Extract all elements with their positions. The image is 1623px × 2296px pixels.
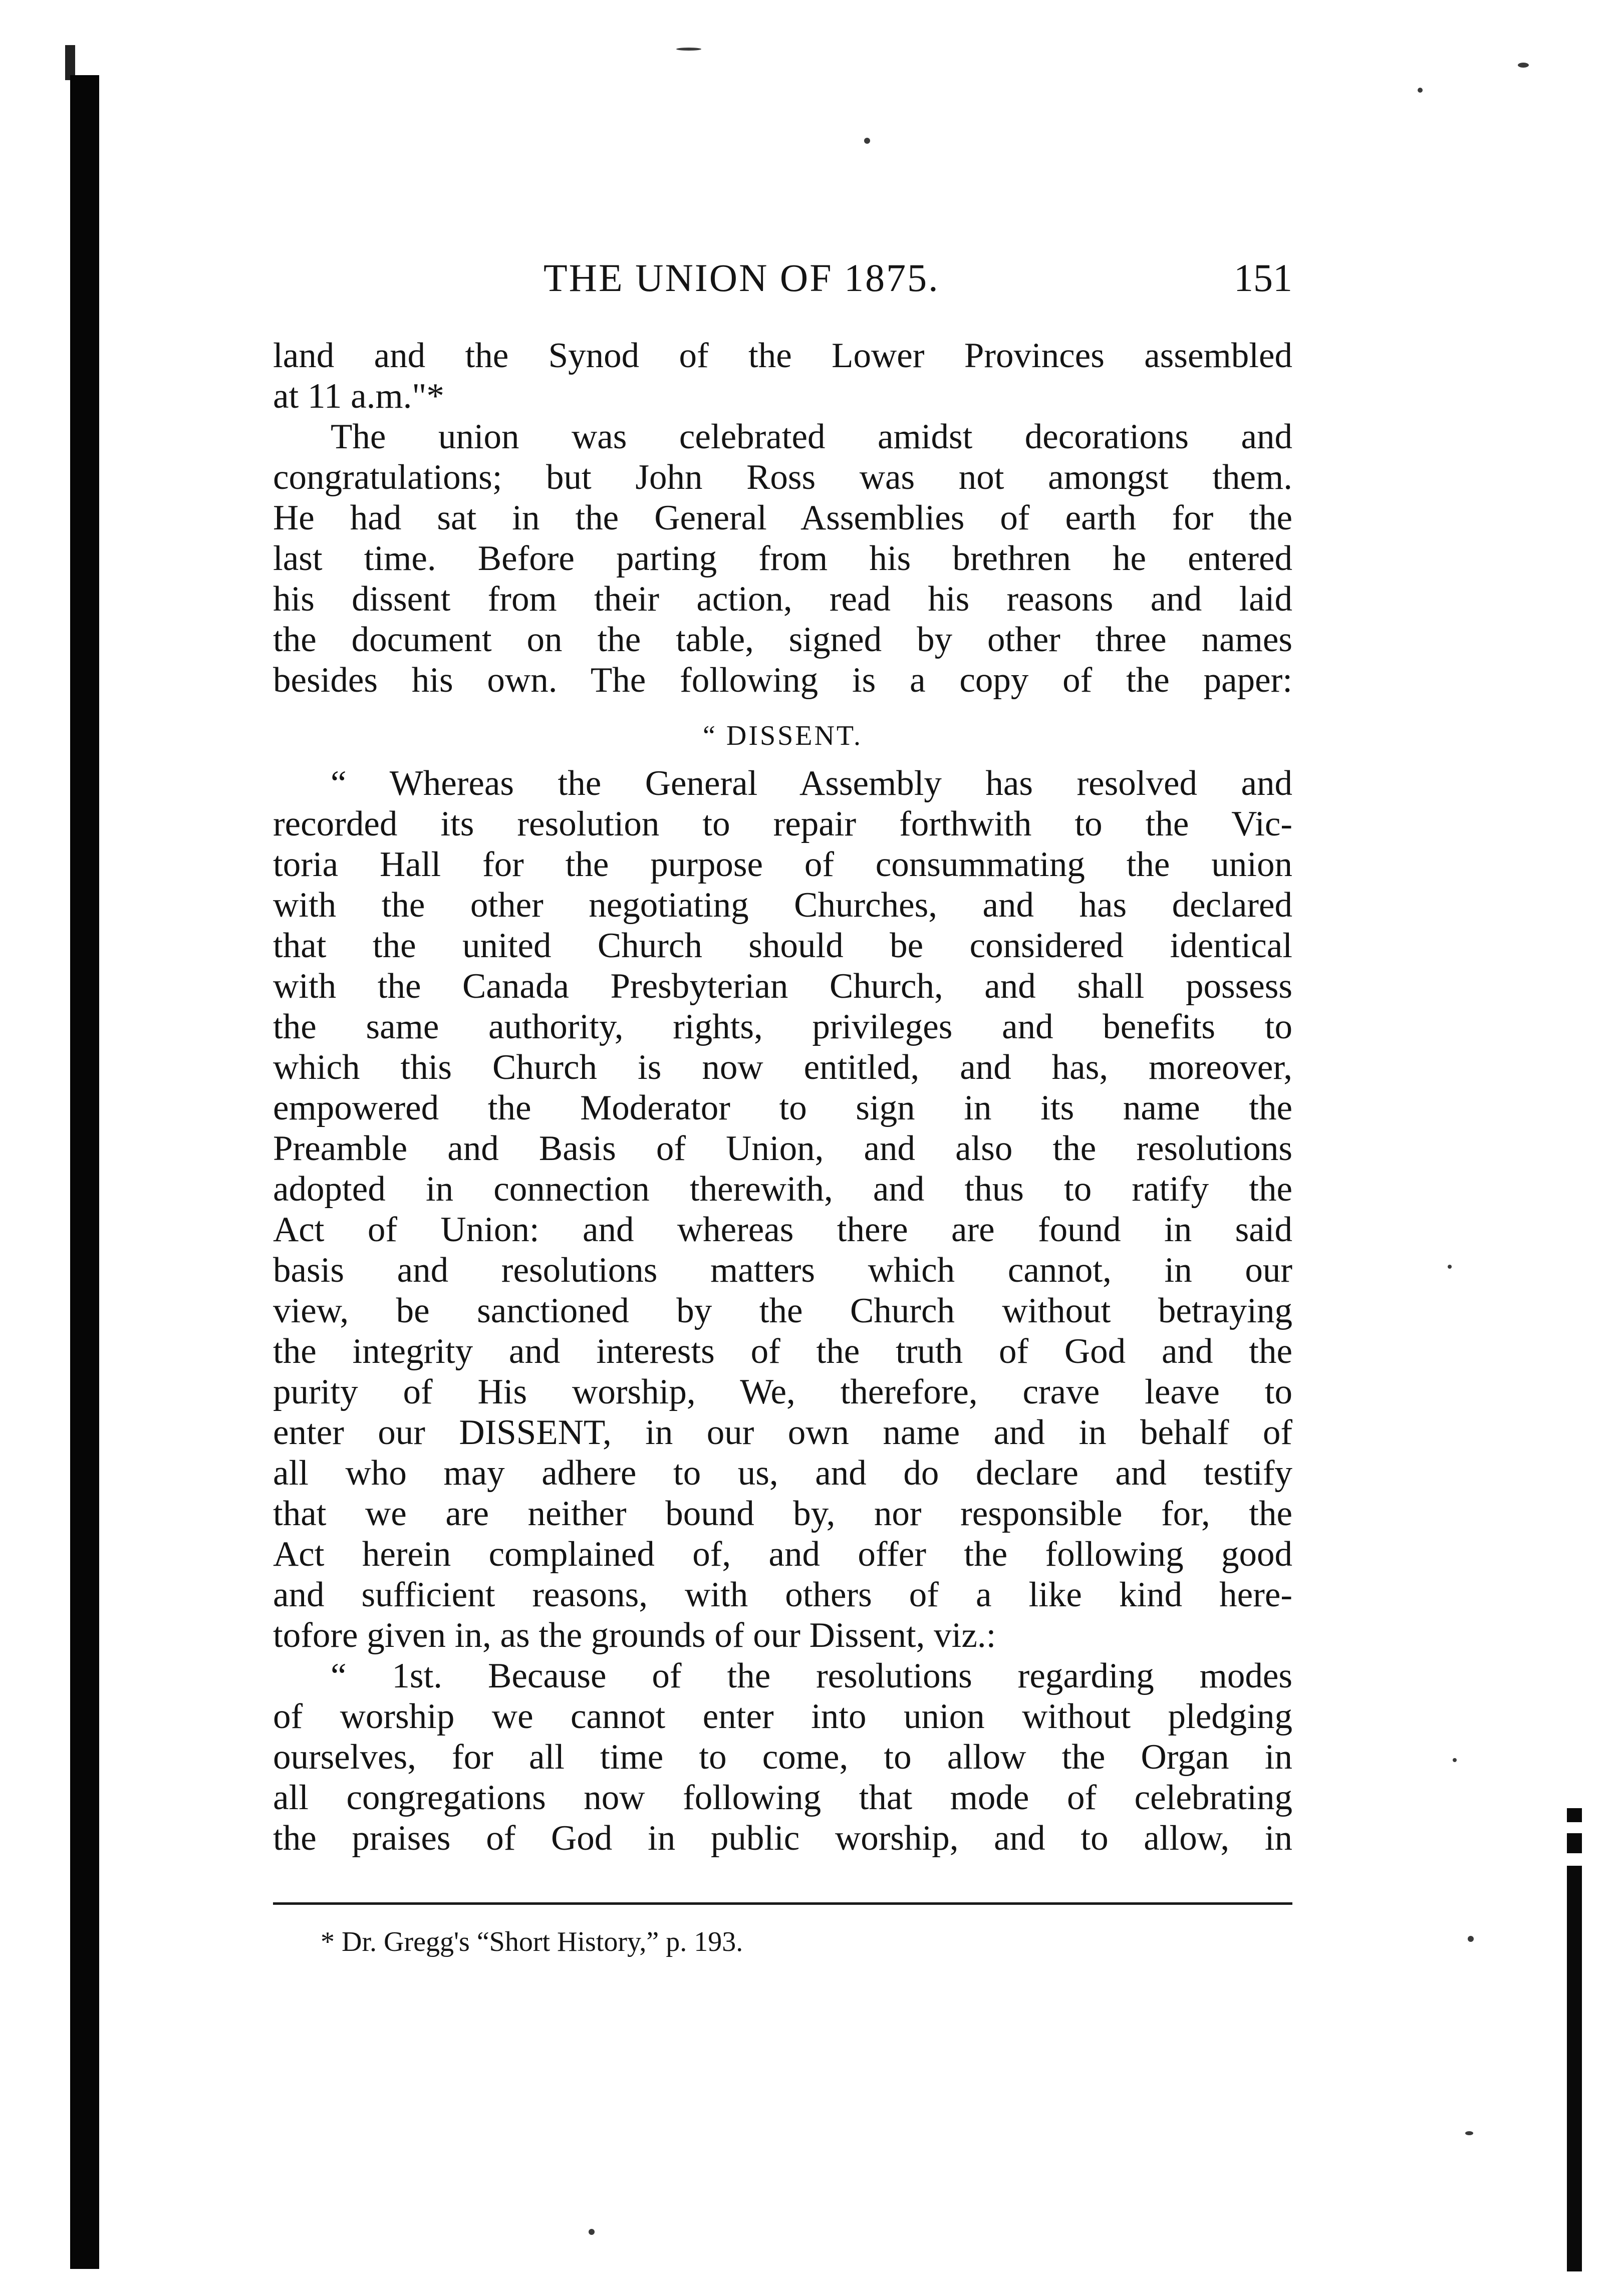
scan-speck bbox=[1418, 88, 1423, 93]
text-line: “ 1st. Because of the resolutions regarding modes bbox=[331, 1656, 1292, 1695]
running-header bbox=[273, 250, 1292, 306]
text-line: Act of Union: and whereas there are found in said bbox=[273, 1210, 1292, 1249]
text-line: that the united Church should be considered identical bbox=[273, 926, 1292, 965]
text-line: He had sat in the General Assemblies of earth for the bbox=[273, 498, 1292, 537]
text-line: tofore given in, as the grounds of our Dissent, viz.: bbox=[273, 1616, 996, 1655]
text-line: Preamble and Basis of Union, and also the resolutions bbox=[273, 1129, 1292, 1168]
paragraph-union-celebrated bbox=[273, 417, 1292, 701]
text-line: land and the Synod of the Lower Provinces assembled bbox=[273, 336, 1292, 375]
text-line: that we are neither bound by, nor responsible for, the bbox=[273, 1494, 1292, 1533]
footnote: * Dr. Gregg's “Short History,” p. 193. bbox=[321, 1926, 743, 1957]
text-line: at 11 a.m."* bbox=[273, 377, 444, 416]
text-line: his dissent from their action, read his reasons and laid bbox=[273, 580, 1292, 619]
scan-speck bbox=[1448, 1265, 1452, 1269]
text-line: recorded its resolution to repair forthwith to the Vic- bbox=[273, 804, 1292, 843]
text-line: ourselves, for all time to come, to allow the Organ in bbox=[273, 1738, 1292, 1777]
page-binding-edge bbox=[70, 75, 99, 2269]
text-line: “ Whereas the General Assembly has resolved and bbox=[331, 764, 1292, 803]
scan-speck bbox=[1518, 63, 1529, 68]
paragraph-dissent bbox=[273, 763, 1292, 1656]
text-line: last time. Before parting from his brethren he entered bbox=[273, 539, 1292, 578]
scan-speck bbox=[676, 48, 701, 51]
text-line: all who may adhere to us, and do declare and testify bbox=[273, 1454, 1292, 1493]
text-line: with the other negotiating Churches, and has declared bbox=[273, 886, 1292, 925]
text-line: toria Hall for the purpose of consummating the union bbox=[273, 845, 1292, 884]
text-line: the praises of God in public worship, and to allow, in bbox=[273, 1819, 1292, 1858]
text-line: the same authority, rights, privileges and benefits to bbox=[273, 1007, 1292, 1046]
paragraph-continuation bbox=[273, 336, 1292, 417]
text-line: congratulations; but John Ross was not amongst them. bbox=[273, 458, 1292, 497]
scan-speck bbox=[1453, 1758, 1457, 1762]
scan-edge-mark bbox=[1567, 1866, 1582, 2271]
text-line: and sufficient reasons, with others of a like kind here- bbox=[273, 1575, 1292, 1614]
scan-speck bbox=[589, 2229, 595, 2235]
text-line: the document on the table, signed by other three names bbox=[273, 620, 1292, 659]
text-line: enter our DISSENT, in our own name and in behalf of bbox=[273, 1413, 1292, 1452]
page-number: 151 bbox=[1234, 256, 1292, 300]
body-text bbox=[273, 336, 1292, 1859]
text-line: The union was celebrated amidst decorations and bbox=[331, 417, 1292, 456]
running-title: THE UNION OF 1875. bbox=[544, 256, 940, 300]
text-line: purity of His worship, We, therefore, crave leave to bbox=[273, 1372, 1292, 1411]
scan-speck bbox=[864, 138, 870, 144]
footnote-rule bbox=[273, 1902, 1292, 1905]
section-heading: “ DISSENT. bbox=[703, 720, 863, 751]
text-line: besides his own. The following is a copy of the paper: bbox=[273, 661, 1292, 700]
text-line: basis and resolutions matters which cannot, in our bbox=[273, 1251, 1292, 1290]
paragraph-first-reason bbox=[273, 1656, 1292, 1859]
text-line: with the Canada Presbyterian Church, and shall possess bbox=[273, 967, 1292, 1006]
text-line: view, be sanctioned by the Church without betraying bbox=[273, 1291, 1292, 1330]
scan-speck bbox=[1468, 1936, 1474, 1942]
text-line: Act herein complained of, and offer the following good bbox=[273, 1535, 1292, 1574]
text-line: of worship we cannot enter into union without pledging bbox=[273, 1697, 1292, 1736]
scan-edge-mark bbox=[1567, 1808, 1582, 1822]
scan-edge-mark bbox=[1567, 1833, 1582, 1853]
text-line: the integrity and interests of the truth of God and the bbox=[273, 1332, 1292, 1371]
text-line: which this Church is now entitled, and has, moreover, bbox=[273, 1048, 1292, 1087]
text-line: all congregations now following that mode of celebrating bbox=[273, 1778, 1292, 1817]
text-line: empowered the Moderator to sign in its name the bbox=[273, 1088, 1292, 1127]
scan-speck bbox=[1465, 2131, 1473, 2135]
text-line: adopted in connection therewith, and thus to ratify the bbox=[273, 1170, 1292, 1209]
